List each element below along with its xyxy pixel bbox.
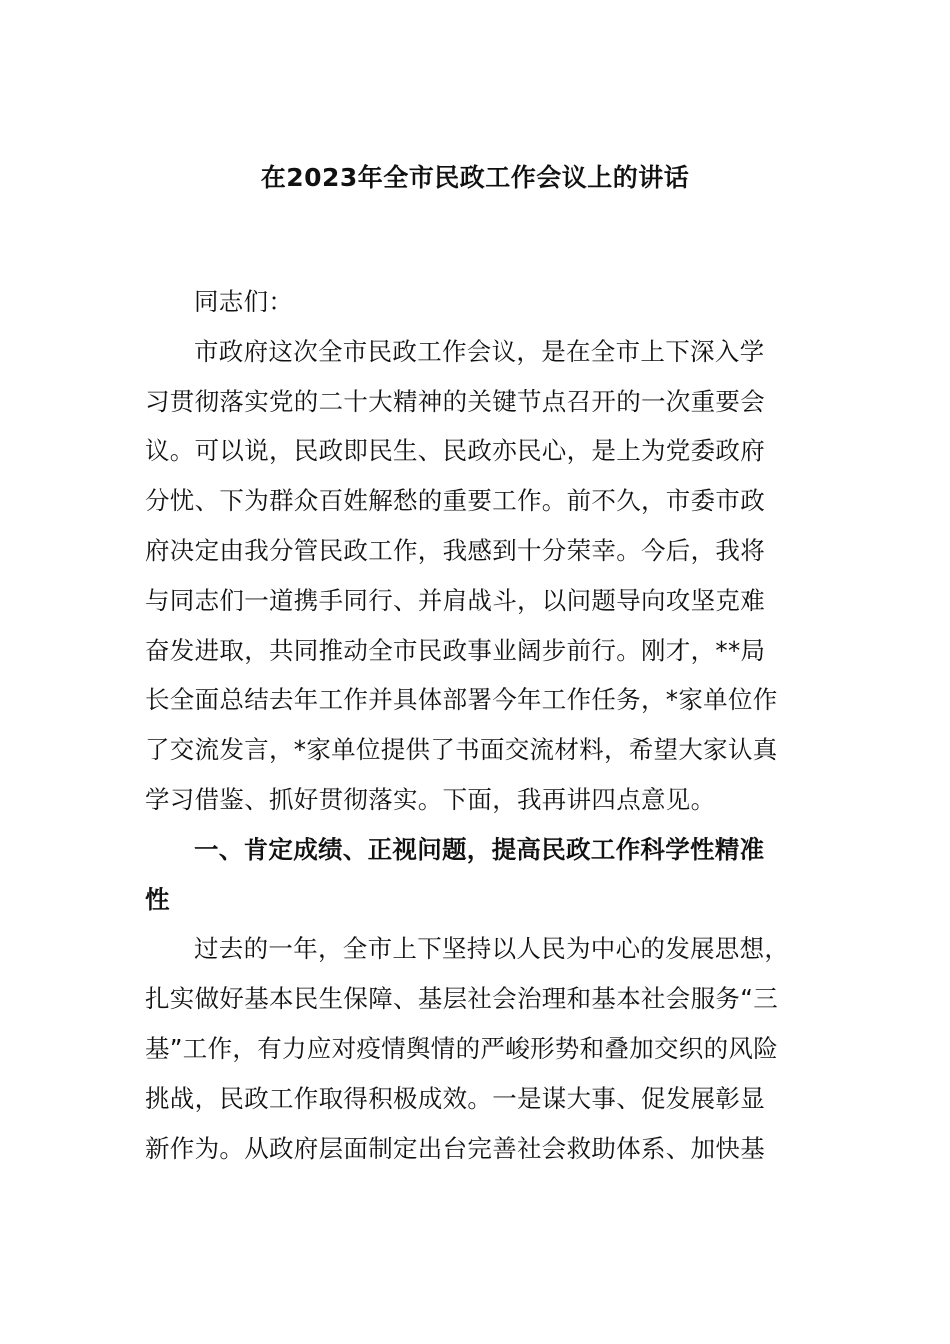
paragraph-line: 奋发进取，共同推动全市民政事业阔步前行。刚才，**局 — [145, 635, 766, 665]
document-body — [145, 277, 835, 1173]
paragraph-line: 长全面总结去年工作并具体部署今年工作任务，*家单位作 — [145, 685, 778, 715]
paragraph-line: 挑战，民政工作取得积极成效。一是谋大事、促发展彰显 — [145, 1083, 765, 1113]
paragraph-line: 市政府这次全市民政工作会议，是在全市上下深入学 — [194, 336, 765, 366]
paragraph-line: 习贯彻落实党的二十大精神的关键节点召开的一次重要会 — [145, 386, 765, 416]
document-title: 在2023年全市民政工作会议上的讲话 — [260, 163, 690, 192]
paragraph-line: 过去的一年，全市上下坚持以人民为中心的发展思想， — [194, 934, 790, 964]
paragraph-line: 新作为。从政府层面制定出台完善社会救助体系、加快基 — [145, 1133, 765, 1163]
section-heading-line: 一、肯定成绩、正视问题，提高民政工作科学性精准 — [194, 834, 765, 864]
paragraph-line: 分忧、下为群众百姓解愁的重要工作。前不久，市委市政 — [145, 486, 765, 516]
paragraph-line: 府决定由我分管民政工作，我感到十分荣幸。今后，我将 — [145, 535, 765, 565]
paragraph-line: 议。可以说，民政即民生、民政亦民心，是上为党委政府 — [145, 436, 765, 466]
salutation-line: 同志们： — [194, 287, 294, 316]
paragraph-line: 了交流发言，*家单位提供了书面交流材料，希望大家认真 — [145, 735, 778, 765]
paragraph-line: 学习借鉴、抓好贯彻落实。下面，我再讲四点意见。 — [145, 784, 716, 814]
paragraph-line: 与同志们一道携手同行、并肩战斗，以问题导向攻坚克难 — [145, 585, 765, 615]
paragraph-line: 基”工作，有力应对疫情舆情的严峻形势和叠加交织的风险 — [145, 1033, 778, 1063]
paragraph-line: 扎实做好基本民生保障、基层社会治理和基本社会服务“三 — [145, 984, 778, 1014]
section-heading-line: 性 — [145, 884, 170, 914]
